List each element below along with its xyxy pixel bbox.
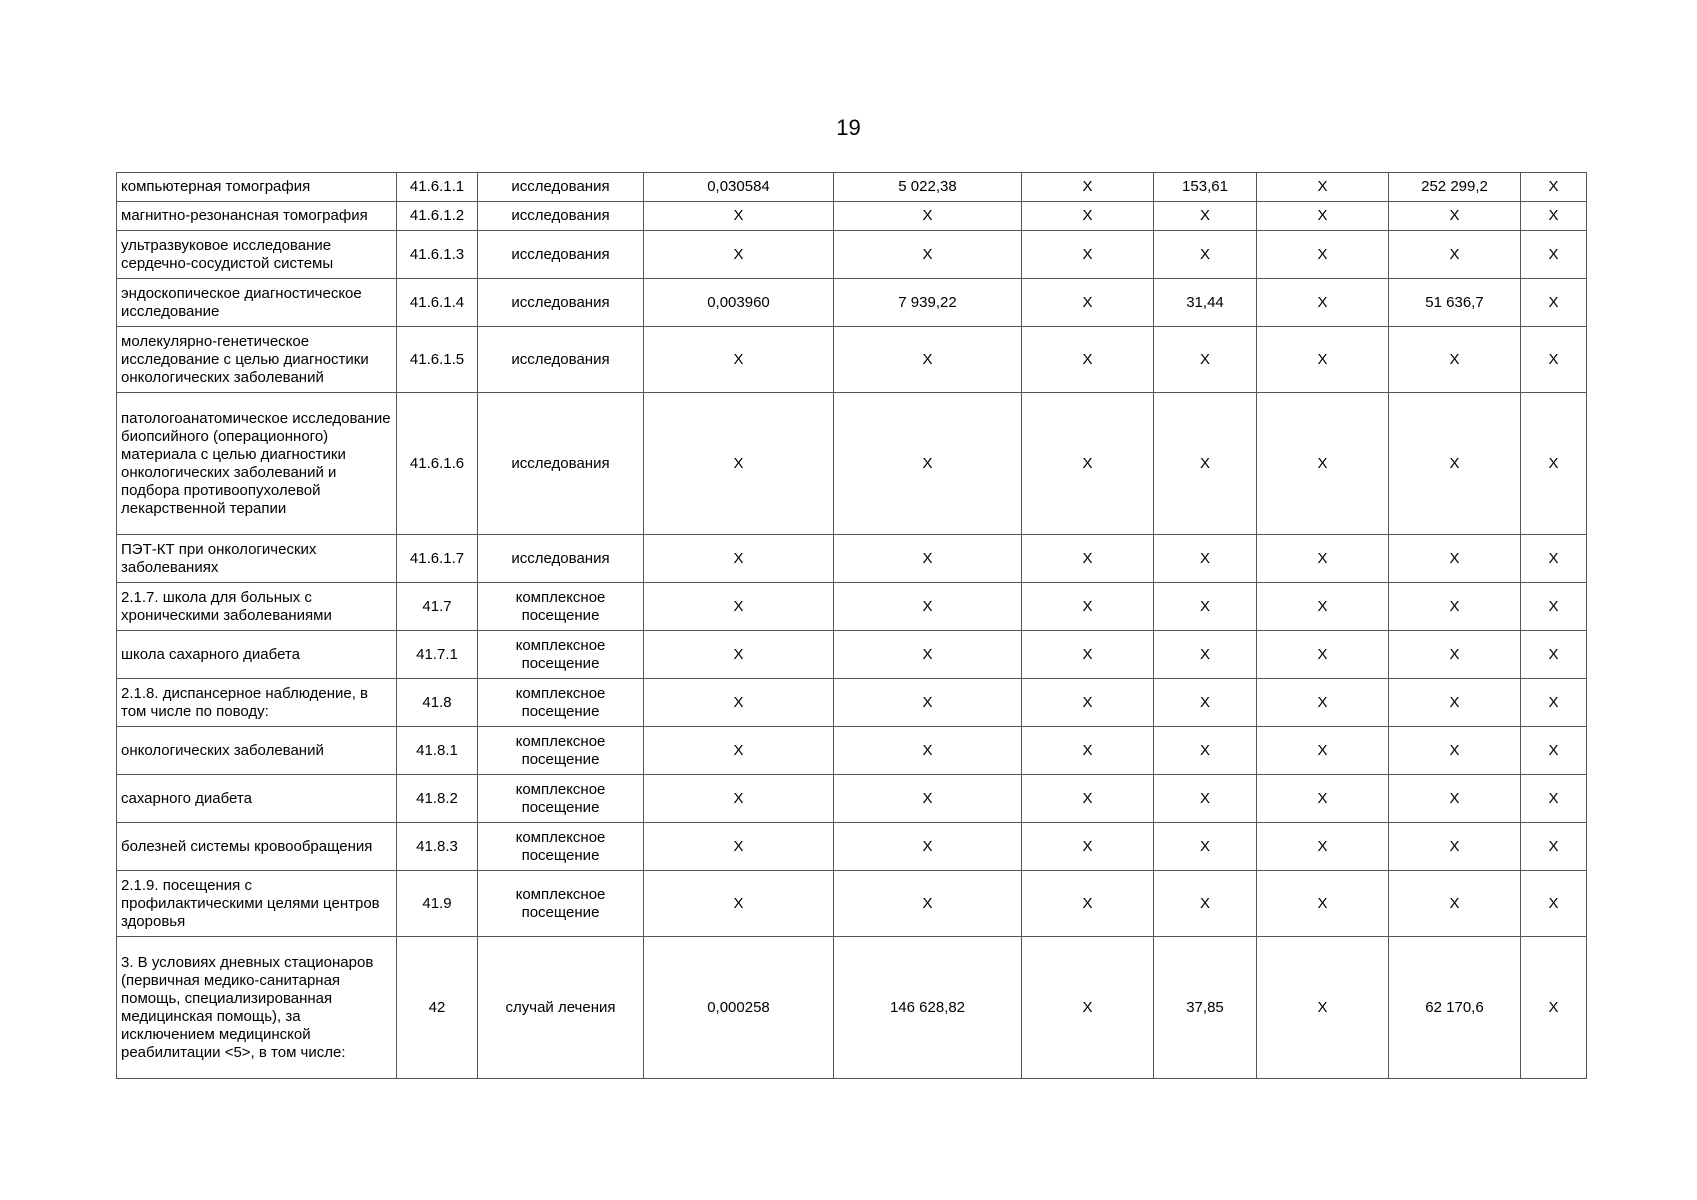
value-cell: X (834, 393, 1022, 535)
value-cell: X (834, 231, 1022, 279)
value-cell: X (1257, 202, 1389, 231)
table-row (117, 202, 1587, 231)
value-cell: X (1521, 631, 1587, 679)
value-cell: X (644, 679, 834, 727)
row-unit-cell: случай лечения (478, 937, 644, 1079)
row-unit-cell: комплексное посещение (478, 631, 644, 679)
row-code-cell: 41.8.3 (397, 823, 478, 871)
page-number: 19 (836, 115, 861, 140)
row-name-cell: сахарного диабета (117, 775, 397, 823)
value-cell: X (1022, 871, 1154, 937)
value-cell: X (1389, 727, 1521, 775)
value-cell: X (1022, 393, 1154, 535)
value-cell: 37,85 (1154, 937, 1257, 1079)
value-cell: X (1257, 871, 1389, 937)
row-unit-cell: исследования (478, 279, 644, 327)
value-cell: X (1257, 775, 1389, 823)
value-cell: X (1022, 202, 1154, 231)
value-cell: X (644, 775, 834, 823)
value-cell: X (1389, 535, 1521, 583)
value-cell: X (1022, 231, 1154, 279)
row-name-cell: 2.1.7. школа для больных с хроническими заболеваниями (117, 583, 397, 631)
row-name-cell: 2.1.8. диспансерное наблюдение, в том числе по поводу: (117, 679, 397, 727)
value-cell: X (834, 727, 1022, 775)
value-cell: X (1521, 871, 1587, 937)
value-cell: X (1521, 327, 1587, 393)
row-code-cell: 41.6.1.4 (397, 279, 478, 327)
row-name-cell: онкологических заболеваний (117, 727, 397, 775)
row-code-cell: 41.6.1.3 (397, 231, 478, 279)
row-code-cell: 41.6.1.7 (397, 535, 478, 583)
row-name-cell: ПЭТ-КТ при онкологических заболеваниях (117, 535, 397, 583)
value-cell: X (1389, 327, 1521, 393)
row-name-cell: патологоанатомическое исследование биопсийного (операционного) материала с целью диагностики онкологических заболеваний и подбора противоопухолевой лекарственной терапии (117, 393, 397, 535)
value-cell: X (1257, 231, 1389, 279)
table-row (117, 775, 1587, 823)
row-name-cell: молекулярно-генетическое исследование с целью диагностики онкологических заболеваний (117, 327, 397, 393)
value-cell: X (1022, 775, 1154, 823)
table-row (117, 231, 1587, 279)
value-cell: X (1022, 727, 1154, 775)
table-row (117, 631, 1587, 679)
table-row (117, 823, 1587, 871)
value-cell: X (1022, 279, 1154, 327)
row-unit-cell: комплексное посещение (478, 871, 644, 937)
row-code-cell: 41.6.1.6 (397, 393, 478, 535)
value-cell: X (834, 327, 1022, 393)
value-cell: X (1521, 231, 1587, 279)
value-cell: 0,003960 (644, 279, 834, 327)
value-cell: 252 299,2 (1389, 173, 1521, 202)
value-cell: X (644, 631, 834, 679)
value-cell: X (1389, 775, 1521, 823)
value-cell: X (644, 327, 834, 393)
value-cell: X (1389, 202, 1521, 231)
row-name-cell: эндоскопическое диагностическое исследование (117, 279, 397, 327)
table-row (117, 871, 1587, 937)
table-row (117, 679, 1587, 727)
row-code-cell: 41.8.1 (397, 727, 478, 775)
value-cell: X (1022, 823, 1154, 871)
row-unit-cell: исследования (478, 535, 644, 583)
table-row (117, 583, 1587, 631)
row-code-cell: 41.8 (397, 679, 478, 727)
value-cell: X (644, 823, 834, 871)
value-cell: X (1521, 393, 1587, 535)
value-cell: X (644, 202, 834, 231)
value-cell: X (1022, 327, 1154, 393)
value-cell: X (1521, 535, 1587, 583)
value-cell: X (644, 727, 834, 775)
value-cell: X (1154, 679, 1257, 727)
row-code-cell: 41.6.1.1 (397, 173, 478, 202)
value-cell: X (1154, 823, 1257, 871)
value-cell: X (1389, 393, 1521, 535)
value-cell: X (1521, 173, 1587, 202)
value-cell: X (834, 871, 1022, 937)
value-cell: X (644, 535, 834, 583)
value-cell: X (1521, 583, 1587, 631)
value-cell: X (1022, 631, 1154, 679)
value-cell: 5 022,38 (834, 173, 1022, 202)
value-cell: X (1389, 871, 1521, 937)
table-row (117, 393, 1587, 535)
value-cell: 0,030584 (644, 173, 834, 202)
row-unit-cell: комплексное посещение (478, 727, 644, 775)
table-row (117, 937, 1587, 1079)
row-name-cell: болезней системы кровообращения (117, 823, 397, 871)
row-name-cell: ультразвуковое исследование сердечно-сосудистой системы (117, 231, 397, 279)
value-cell: X (1257, 327, 1389, 393)
table-row (117, 279, 1587, 327)
table-row (117, 535, 1587, 583)
value-cell: X (644, 393, 834, 535)
row-unit-cell: исследования (478, 202, 644, 231)
value-cell: 0,000258 (644, 937, 834, 1079)
value-cell: X (1521, 775, 1587, 823)
row-unit-cell: исследования (478, 173, 644, 202)
value-cell: X (1154, 871, 1257, 937)
value-cell: 51 636,7 (1389, 279, 1521, 327)
row-unit-cell: исследования (478, 327, 644, 393)
value-cell: X (1154, 393, 1257, 535)
table-row (117, 327, 1587, 393)
row-unit-cell: комплексное посещение (478, 679, 644, 727)
table-row (117, 173, 1587, 202)
value-cell: X (1521, 279, 1587, 327)
row-code-cell: 41.9 (397, 871, 478, 937)
value-cell: 62 170,6 (1389, 937, 1521, 1079)
value-cell: X (1521, 679, 1587, 727)
value-cell: X (834, 535, 1022, 583)
value-cell: X (1257, 279, 1389, 327)
value-cell: X (1389, 231, 1521, 279)
row-code-cell: 41.8.2 (397, 775, 478, 823)
value-cell: X (1521, 823, 1587, 871)
table-row (117, 727, 1587, 775)
value-cell: 146 628,82 (834, 937, 1022, 1079)
value-cell: X (1022, 583, 1154, 631)
value-cell: X (1521, 202, 1587, 231)
row-code-cell: 41.6.1.2 (397, 202, 478, 231)
value-cell: X (1022, 679, 1154, 727)
value-cell: X (1257, 631, 1389, 679)
value-cell: X (1257, 583, 1389, 631)
value-cell: 31,44 (1154, 279, 1257, 327)
value-cell: X (1389, 679, 1521, 727)
value-cell: X (1154, 535, 1257, 583)
value-cell: X (1154, 631, 1257, 679)
value-cell: X (1154, 727, 1257, 775)
row-unit-cell: комплексное посещение (478, 823, 644, 871)
value-cell: X (1257, 679, 1389, 727)
row-name-cell: 2.1.9. посещения с профилактическими целями центров здоровья (117, 871, 397, 937)
row-code-cell: 41.7.1 (397, 631, 478, 679)
value-cell: X (1257, 535, 1389, 583)
value-cell: X (834, 202, 1022, 231)
row-code-cell: 41.7 (397, 583, 478, 631)
row-name-cell: компьютерная томография (117, 173, 397, 202)
row-code-cell: 41.6.1.5 (397, 327, 478, 393)
value-cell: X (1154, 327, 1257, 393)
value-cell: X (1389, 631, 1521, 679)
value-cell: X (644, 231, 834, 279)
tariff-table (116, 172, 1587, 1079)
value-cell: X (1257, 727, 1389, 775)
value-cell: X (1257, 173, 1389, 202)
value-cell: X (1022, 173, 1154, 202)
value-cell: X (1022, 535, 1154, 583)
row-unit-cell: комплексное посещение (478, 583, 644, 631)
row-name-cell: 3. В условиях дневных стационаров (первичная медико-санитарная помощь, специализированная медицинская помощь), за исключением медицинской реабилитации <5>, в том числе: (117, 937, 397, 1079)
table-body (117, 173, 1587, 1079)
value-cell: X (834, 631, 1022, 679)
row-name-cell: школа сахарного диабета (117, 631, 397, 679)
value-cell: X (834, 583, 1022, 631)
value-cell: 153,61 (1154, 173, 1257, 202)
row-code-cell: 42 (397, 937, 478, 1079)
value-cell: X (1257, 823, 1389, 871)
value-cell: X (1389, 583, 1521, 631)
row-name-cell: магнитно-резонансная томография (117, 202, 397, 231)
row-unit-cell: исследования (478, 231, 644, 279)
value-cell: X (834, 679, 1022, 727)
row-unit-cell: исследования (478, 393, 644, 535)
value-cell: X (834, 775, 1022, 823)
value-cell: X (644, 583, 834, 631)
value-cell: X (644, 871, 834, 937)
value-cell: X (1521, 727, 1587, 775)
value-cell: X (1154, 231, 1257, 279)
value-cell: X (1521, 937, 1587, 1079)
value-cell: 7 939,22 (834, 279, 1022, 327)
row-unit-cell: комплексное посещение (478, 775, 644, 823)
value-cell: X (1154, 583, 1257, 631)
value-cell: X (1257, 937, 1389, 1079)
value-cell: X (1022, 937, 1154, 1079)
value-cell: X (1154, 202, 1257, 231)
value-cell: X (1154, 775, 1257, 823)
value-cell: X (1257, 393, 1389, 535)
value-cell: X (1389, 823, 1521, 871)
value-cell: X (834, 823, 1022, 871)
